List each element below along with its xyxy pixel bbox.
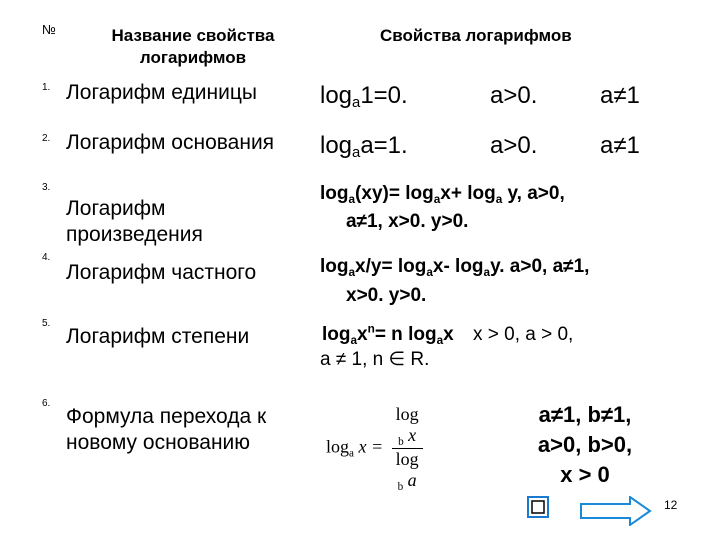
row-1-name: Логарифм единицы <box>66 81 257 104</box>
row-6-cond-line2: a>0, b>0, <box>537 432 633 457</box>
row-2-formula-post: a=1. <box>360 132 408 159</box>
row-6-num: 6. <box>42 398 51 409</box>
row-4-line2: x>0. y>0. <box>346 285 427 306</box>
row-3-mid2: x+ log <box>440 183 496 204</box>
row-1-cond1: a>0. <box>490 82 538 109</box>
row-4-mid1: x/y= log <box>355 256 427 277</box>
row-5-cond: x > 0, a > 0, <box>472 324 574 346</box>
row-3-formula <box>320 182 565 212</box>
row-6-name-line2: новому основанию <box>66 431 251 454</box>
row-5-end: x <box>443 324 454 346</box>
row-2-num: 2. <box>42 133 51 144</box>
row-4-formula <box>320 255 589 285</box>
row-5-log: log <box>322 324 351 346</box>
row-6-lhs-sub: a <box>349 447 354 460</box>
row-3-sub2: a <box>433 193 441 206</box>
row-6-num-arg: x <box>403 425 417 445</box>
row-3-name-line1: Логарифм <box>66 197 166 220</box>
row-6-num-sub: b <box>398 436 404 448</box>
row-3-sub3: a <box>495 193 503 206</box>
row-5-sub2: a <box>436 334 444 348</box>
row-3-name-line2: произведения <box>66 223 203 246</box>
row-2-formula-sub: a <box>352 145 361 161</box>
row-2-cond1: a>0. <box>490 132 538 159</box>
row-5-x: x <box>357 324 368 346</box>
row-1-formula-log: log <box>320 82 353 109</box>
row-4-log1: log <box>320 256 349 277</box>
row-6-lhs-rest: x = <box>353 436 388 457</box>
row-6-den-sub: b <box>397 481 404 493</box>
row-4-sub2: a <box>426 266 433 279</box>
row-4-mid2: x- log <box>432 256 484 277</box>
row-3-mid1: (xy)= log <box>355 183 434 204</box>
row-6-num-log: log <box>395 404 419 424</box>
row-2-formula <box>320 132 408 161</box>
header-props: Свойства логарифмов <box>380 26 572 45</box>
row-3-line2: a≠1, x>0. y>0. <box>346 211 469 232</box>
row-4-num: 4. <box>42 252 51 263</box>
page-number: 12 <box>664 498 678 512</box>
row-6-denominator <box>392 448 423 493</box>
row-6-lhs-log: log <box>326 436 350 457</box>
row-1-formula-post: 1=0. <box>360 82 408 109</box>
row-4-sub1: a <box>348 266 356 279</box>
row-3-end: y, a>0, <box>502 183 565 204</box>
header-name-line2: логарифмов <box>139 48 247 67</box>
row-5-mid: = n log <box>374 324 437 346</box>
row-3-num: 3. <box>42 182 51 193</box>
row-5-name: Логарифм степени <box>66 325 250 348</box>
row-6-conditions <box>500 400 670 490</box>
row-6-den-arg: a <box>403 470 417 490</box>
row-1-formula-sub: a <box>352 95 361 111</box>
row-4-sub3: a <box>483 266 491 279</box>
row-2-name: Логарифм основания <box>66 131 275 154</box>
row-5-sup: n <box>367 323 375 336</box>
row-6-fraction <box>392 404 423 493</box>
row-4-end: y. a>0, a≠1, <box>490 256 590 277</box>
row-5-bold-part <box>322 323 454 348</box>
row-6-name-line1: Формула перехода к <box>66 405 267 428</box>
checkbox-icon[interactable] <box>527 496 549 518</box>
row-2-formula-log: log <box>320 132 353 159</box>
row-1-cond2: a≠1 <box>600 82 640 109</box>
row-6-numerator <box>392 404 423 448</box>
header-name <box>88 25 298 69</box>
row-5-sub1: a <box>350 334 358 348</box>
header-num: № <box>42 22 56 37</box>
row-6-cond-line3: x > 0 <box>560 462 610 487</box>
row-4-name: Логарифм частного <box>66 261 257 284</box>
row-6-cond-line1: a≠1, b≠1, <box>538 402 632 427</box>
row-2-cond2: a≠1 <box>600 132 640 159</box>
row-6-den-log: log <box>395 449 419 469</box>
arrow-right-icon[interactable] <box>580 496 652 526</box>
row-6-change-of-base-formula <box>326 404 423 493</box>
row-1-formula <box>320 82 408 111</box>
header-name-line1: Название свойства <box>111 26 275 45</box>
row-5-num: 5. <box>42 318 51 329</box>
row-6-name <box>66 404 266 456</box>
row-3-name <box>66 196 203 248</box>
row-5-line2: a ≠ 1, n ∈ R. <box>320 349 430 370</box>
row-3-log1: log <box>320 183 349 204</box>
row-1-num: 1. <box>42 82 51 93</box>
row-3-sub1: a <box>348 193 356 206</box>
